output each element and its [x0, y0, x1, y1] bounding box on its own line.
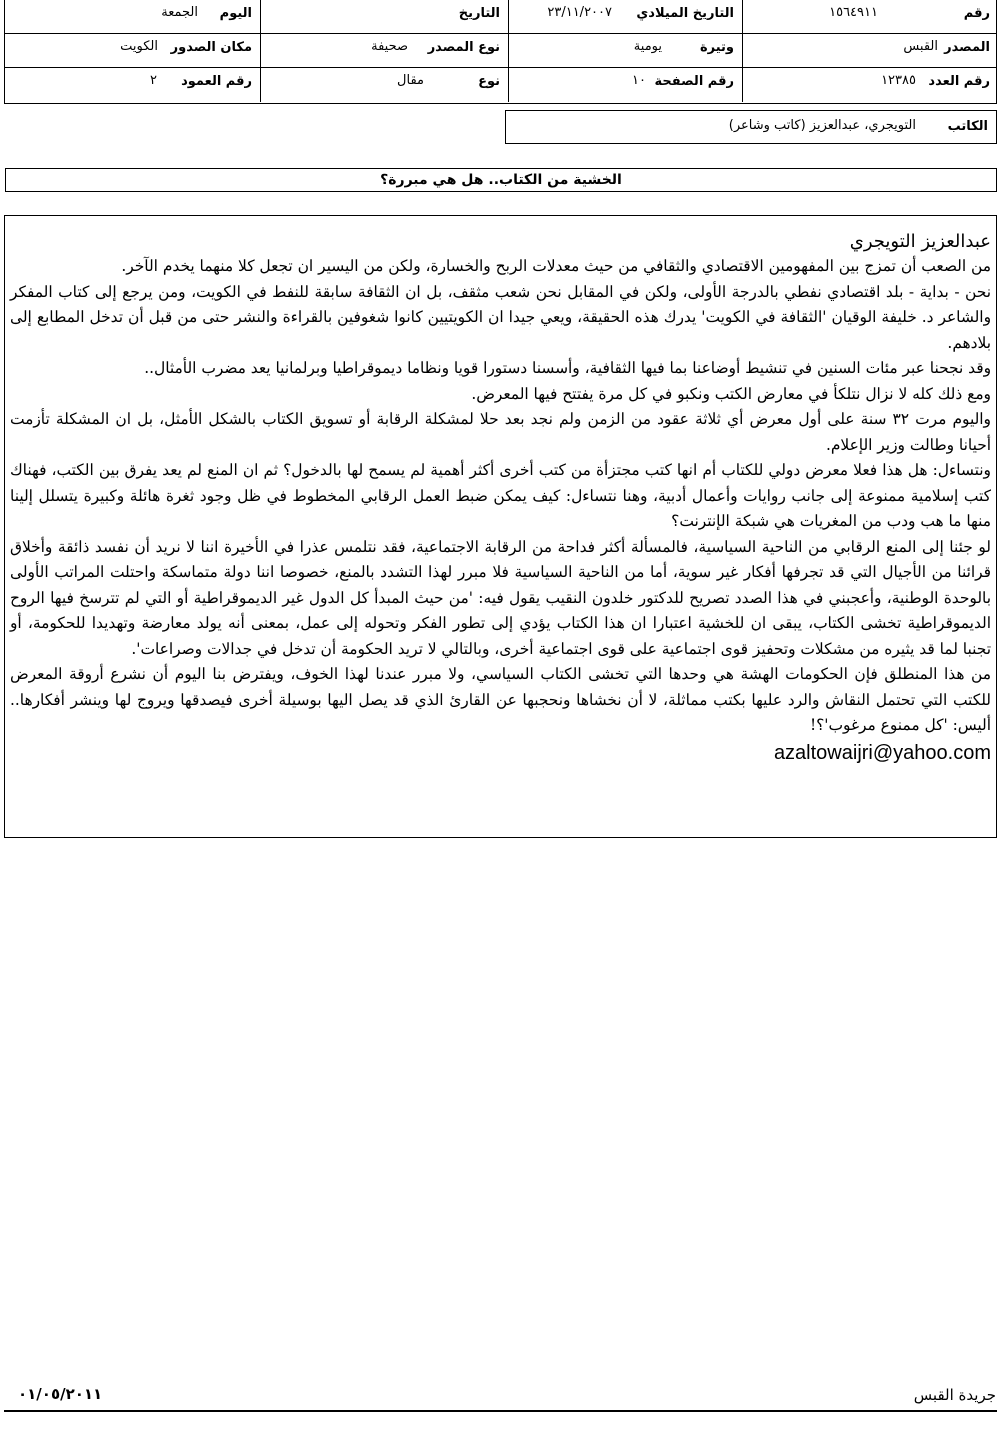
frequency-label: وتيرة	[699, 40, 734, 55]
column-cell	[5, 68, 260, 102]
gregorian-date-value: ٢٣/١١/٢٠٠٧	[547, 5, 612, 20]
page-number-cell	[508, 68, 742, 102]
source-cell	[742, 34, 998, 68]
number-value: ١٥٦٤٩١١	[829, 5, 878, 20]
issue-cell	[742, 68, 998, 102]
gregorian-date-label: التاريخ الميلادي	[636, 6, 734, 21]
article-paragraph: ومع ذلك كله لا نزال نتلكأ في معارض الكتب ونكبو في كل مرة يفتتح فيها المعرض.	[471, 384, 991, 403]
footer-divider	[4, 1410, 997, 1412]
article-byline: عبدالعزيز التويجري	[849, 231, 991, 252]
author-box	[505, 110, 997, 144]
day-value: الجمعة	[161, 5, 198, 20]
source-type-value: صحيفة	[371, 39, 408, 54]
column-label: رقم العمود	[181, 74, 252, 89]
article-paragraph: نحن - بداية - بلد اقتصادي نفطي بالدرجة الأولى، ولكن في المقابل نحن شعب مثقف، بل ان الثقافة سابقة للنفط في الكويت، ومن يرجع إلى كتاب المفكر والشاعر د. خليفة الوقيان 'الثقافة في الكويت' يدرك هذه الحقيقة، ويعي جيدا ان الكويتيين كانوا شغوفين بالقراءة والنشر حتى من قبل أن تدخل المطابع إلى بلادهم.	[10, 282, 991, 352]
article-paragraph: من الصعب أن تمزج بين المفهومين الاقتصادي والثقافي من حيث معدلات الربح والخسارة، ولكن من اليسير ان تجعل كلا منهما يخدم الآخر.	[121, 257, 991, 275]
metadata-row-1	[5, 0, 996, 34]
type-label: نوع	[478, 74, 500, 89]
metadata-row-2	[5, 34, 996, 68]
metadata-row-3	[5, 68, 996, 103]
number-cell	[742, 0, 998, 34]
day-label: اليوم	[219, 6, 252, 21]
column-value: ٢	[150, 73, 157, 88]
footer-newspaper-name: جريدة القبس	[913, 1386, 996, 1404]
page-number-label: رقم الصفحة	[654, 74, 734, 89]
article-paragraph: ونتساءل: هل هذا فعلا معرض دولي للكتاب أم انها كتب مجتزأة من كتب أخرى أكثر أهمية لم يسمح لها بالدخول؟ ثم ان المنع لم يعد يفرق بين الكتب، فهناك كتب إسلامية ممنوعة إلى جانب روايات وأعمال أدبية، وهنا نتساءل: كيف يمكن ضبط العمل الرقابي المخطوط في ظل وجود ثغرة هائلة وكبيرة يتسلل إلينا منها ما هب ودب من المغريات هي شبكة الإنترنت؟	[10, 461, 991, 530]
author-email: azaltowaijri@yahoo.com	[773, 741, 991, 764]
source-value: القبس	[903, 39, 938, 54]
article-paragraph: واليوم مرت ٣٢ سنة على أول معرض أي ثلاثة عقود من الزمن ولم نجد بعد حلا لمشكلة الرقابة أو تسويق الكتاب بالشكل الأمثل، بل ان المشكلة تأزمت أحيانا وطالت وزير الإعلام.	[10, 410, 991, 454]
type-value: مقال	[397, 73, 424, 88]
page-number-value: ١٠	[632, 73, 646, 88]
footer-date: ٠١/٠٥/٢٠١١	[18, 1385, 103, 1403]
frequency-value: يومية	[633, 39, 662, 54]
place-cell	[5, 34, 260, 68]
article-paragraph: من هذا المنطلق فإن الحكومات الهشة هي وحدها التي تخشى الكتاب السياسي، ولا مبرر عندنا لهذا الخوف، ويفترض بنا اليوم أن نشرع أروقة المعرض للكتب التي تحتمل النقاش والرد عليها بكتب مماثلة، لا أن نخشاها ونحجبها عن القارئ الذي قد يصل اليها بوسيلة أخرى فيصدقها ويروج لها وينشر أفكارها.. أليس: 'كل ممنوع مرغوب'؟!	[10, 665, 991, 734]
article-title: الخشية من الكتاب.. هل هي مبررة؟	[5, 168, 997, 192]
article-paragraph: وقد نجحنا عبر مئات السنين في تنشيط أوضاعنا بما فيها الثقافية، وأسسنا دستورا قويا ونظاما ديموقراطيا وبرلمانيا يعد مضرب الأمثال..	[144, 359, 991, 377]
gregorian-date-cell	[508, 0, 742, 34]
source-label: المصدر	[944, 40, 990, 55]
place-value: الكويت	[120, 39, 158, 54]
place-label: مكان الصدور	[170, 40, 252, 55]
number-label: رقم	[963, 6, 990, 21]
date-label: التاريخ	[458, 6, 500, 21]
frequency-cell	[508, 34, 742, 68]
day-cell	[5, 0, 260, 34]
author-label: الكاتب	[947, 119, 988, 134]
article-body	[4, 215, 997, 838]
article-paragraph: لو جئنا إلى المنع الرقابي من الناحية السياسية، فالمسألة أكثر فداحة من الرقابة الاجتماعية، فقد نتلمس عذرا في الأخيرة اننا لا نريد أن نفسد ذائقة وأخلاق قرائنا من الأجيال التي قد تجرفها أفكار غير سوية، أما من الناحية السياسية فلا مبرر لهذا التشدد بالمنع، خصوصا اننا دولة متماسكة واحتلت المراتب الأولى بالوحدة الوطنية، وأعجبني في هذا الصدد تصريح للدكتور خلدون النقيب يقول فيه: 'من حيث المبدأ كل الدول غير الديموقراطية أو التي لم تترسخ فيها الروح الديموقراطية تخشى الكتاب، يبقى ان للخشية اعتبارا ان هذا الكتاب يؤدي إلى تطور الفكر وتحوله إلى عمل، بمعنى أنه يولد معارضة وتهديدا للحكومة، أو تجنبا لما قد يثيره من مشكلات وتحفيز قوى اجتماعية على قوى اجتماعية أخرى، وبالتالي لا تريد الحكومة أن تدخل في جدالات وصراعات'.	[10, 537, 991, 658]
source-type-cell	[260, 34, 508, 68]
issue-label: رقم العدد	[928, 74, 990, 89]
metadata-table	[4, 0, 997, 104]
issue-value: ١٢٣٨٥	[881, 73, 916, 88]
date-cell	[260, 0, 508, 34]
author-value: التويجري، عبدالعزيز (كاتب وشاعر)	[728, 118, 916, 133]
source-type-label: نوع المصدر	[427, 40, 500, 55]
type-cell	[260, 68, 508, 102]
